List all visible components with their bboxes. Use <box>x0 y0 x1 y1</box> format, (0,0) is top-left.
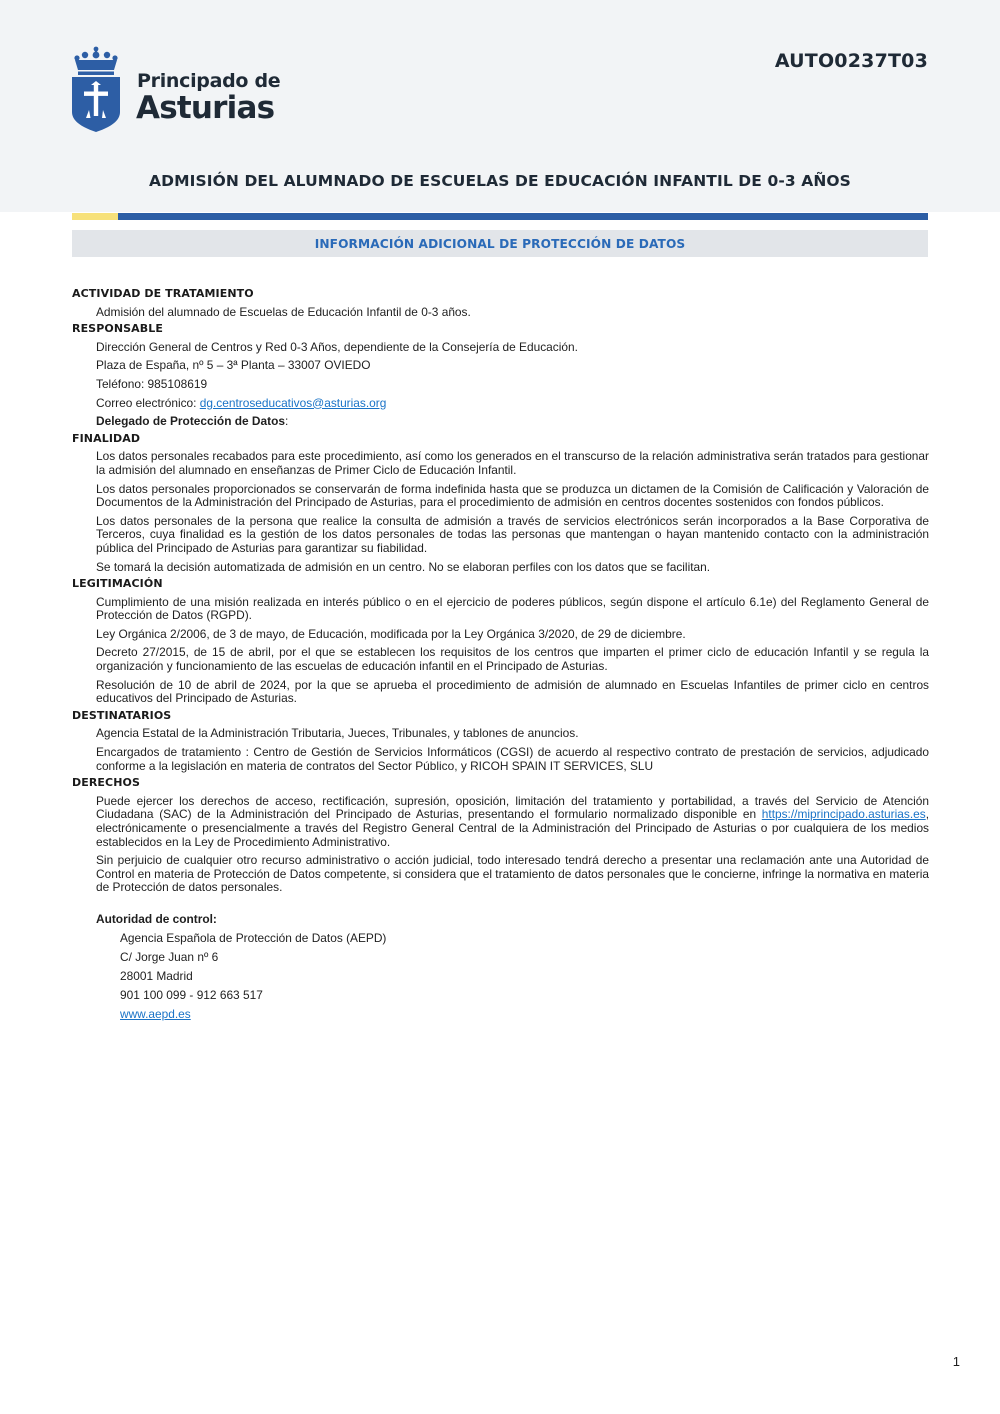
principado-logo <box>72 46 292 136</box>
legitimacion-paragraph: Ley Orgánica 2/2006, de 3 de mayo, de Educación, modificada por la Ley Orgánica 3/2020, de 29 de diciembre. <box>96 626 686 641</box>
autoridad-street: C/ Jorge Juan nº 6 <box>120 949 219 964</box>
finalidad-paragraph: Los datos personales recabados para este procedimiento, así como los generados en el transcurso de la relación administrativa serán tratados para gestionar la admisión del alumnado en enseñanzas de Primer Ciclo de Educación Infantil. <box>96 449 929 477</box>
legitimacion-paragraph: Decreto 27/2015, de 15 de abril, por el que se establecen los requisitos de los centros que imparten el primer ciclo de educación Infantil y se regula la organización y funcionamiento de las escuelas de educación infantil en el Principado de Asturias. <box>96 645 929 674</box>
autoridad-block <box>72 913 929 1022</box>
coat-of-arms-icon <box>72 46 120 132</box>
accent-bar-yellow <box>72 213 118 220</box>
autoridad-name: Agencia Española de Protección de Datos (AEPD) <box>120 930 387 945</box>
logo-text-asturias: Asturias <box>136 90 275 126</box>
document-body <box>72 287 929 1021</box>
accent-bar-blue <box>118 213 928 220</box>
destinatarios-paragraph: Agencia Estatal de la Administración Tributaria, Jueces, Tribunales, y tablones de anuncios. <box>96 726 579 741</box>
document-code: AUTO0237T03 <box>774 50 928 72</box>
derechos-paragraph <box>72 795 929 849</box>
responsable-line: Dirección General de Centros y Red 0-3 Años, dependiente de la Consejería de Educación. <box>96 339 578 354</box>
legitimacion-paragraph: Resolución de 10 de abril de 2024, por la que se aprueba el procedimiento de admisión de alumnado en Escuelas Infantiles de primer ciclo en centros educativos del Principado de Asturias. <box>96 677 929 706</box>
email-label: Correo electrónico: <box>96 395 200 410</box>
legitimacion-paragraph: Cumplimiento de una misión realizada en interés público o en el ejercicio de poderes públicos, según dispone el artículo 6.1e) del Reglamento General de Protección de Datos (RGPD). <box>96 594 929 623</box>
section-header <box>72 230 928 257</box>
miprincipado-link[interactable]: https://miprincipado.asturias.es <box>761 807 926 822</box>
heading-finalidad: FINALIDAD <box>72 431 141 445</box>
finalidad-paragraph: Los datos personales de la persona que realice la consulta de admisión a través de servicios electrónicos serán incorporados a la Base Corporativa de Terceros, cuya finalidad es la gestión de los datos personales de todas las personas que mantengan o hayan mantenido contacto con la administración pública del Principado de Asturias para garantizar su fiabilidad. <box>96 513 929 555</box>
autoridad-title: Autoridad de control: <box>96 911 217 926</box>
responsable-phone: Teléfono: 985108619 <box>96 376 208 391</box>
dpo-suffix: : <box>284 414 289 429</box>
heading-legitimacion: LEGITIMACIÓN <box>72 577 163 591</box>
heading-derechos: DERECHOS <box>72 776 140 790</box>
page-title: ADMISIÓN DEL ALUMNADO DE ESCUELAS DE EDUCACIÓN INFANTIL DE 0-3 AÑOS <box>149 172 851 190</box>
dpo-label: Delegado de Protección de Datos <box>96 414 285 429</box>
destinatarios-paragraph: Encargados de tratamiento : Centro de Gestión de Servicios Informáticos (CGSI) de acuerdo al respectivo contrato de prestación de servicios, adjudicado conforme a la legislación en materia de contratos del Sector Público, y RICOH SPAIN IT SERVICES, SLU <box>96 745 929 773</box>
heading-actividad: ACTIVIDAD DE TRATAMIENTO <box>72 287 254 300</box>
autoridad-city: 28001 Madrid <box>120 968 193 983</box>
actividad-text: Admisión del alumnado de Escuelas de Educación Infantil de 0-3 años. <box>96 304 471 319</box>
derechos-text-after: , electrónicamente o presencialmente a través del Registro General Central de la Administración del Principado de Asturias o por cualquiera de los medios establecidos en la Ley de Procedimiento Administrativo. <box>96 807 929 849</box>
derechos-text-before: Puede ejercer los derechos de acceso, rectificación, supresión, oposición, limitación del tratamiento y portabilidad, a través del Servicio de Atención Ciudadana (SAC) de la Administración del Principado de Asturias, presentando el formulario normalizado disponible en <box>96 793 929 822</box>
heading-destinatarios: DESTINATARIOS <box>72 708 172 722</box>
aepd-link[interactable]: www.aepd.es <box>120 1006 191 1021</box>
logo-text-principado: Principado de <box>137 70 281 92</box>
responsable-address: Plaza de España, nº 5 – 3ª Planta – 33007 OVIEDO <box>96 358 371 373</box>
dpo-line <box>72 415 929 429</box>
responsable-email-line <box>72 397 929 411</box>
email-link[interactable]: dg.centroseducativos@asturias.org <box>199 395 387 410</box>
heading-responsable: RESPONSABLE <box>72 322 163 336</box>
finalidad-paragraph: Se tomará la decisión automatizada de admisión en un centro. No se elaboran perfiles con los datos que se facilitan. <box>96 559 711 574</box>
autoridad-phones: 901 100 099 - 912 663 517 <box>120 987 263 1002</box>
finalidad-paragraph: Los datos personales proporcionados se conservarán de forma indefinida hasta que se produzca un dictamen de la Comisión de Calificación y Valoración de Documentos de la Administración del Principado de Asturias, para el procedimiento de admisión en centros docentes sostenidos con fondos públicos. <box>96 481 929 510</box>
derechos-paragraph: Sin perjuicio de cualquier otro recurso administrativo o acción judicial, todo interesado tendrá derecho a presentar una reclamación ante una Autoridad de Control en materia de Protección de Datos competente, si considera que el tratamiento de datos personales que le concierne, infringe la normativa en materia de Protección de datos personales. <box>96 853 929 895</box>
section-title: INFORMACIÓN ADICIONAL DE PROTECCIÓN DE DATOS <box>314 236 686 251</box>
page-number: 1 <box>952 1354 960 1369</box>
autoridad-web-line <box>96 1008 929 1022</box>
